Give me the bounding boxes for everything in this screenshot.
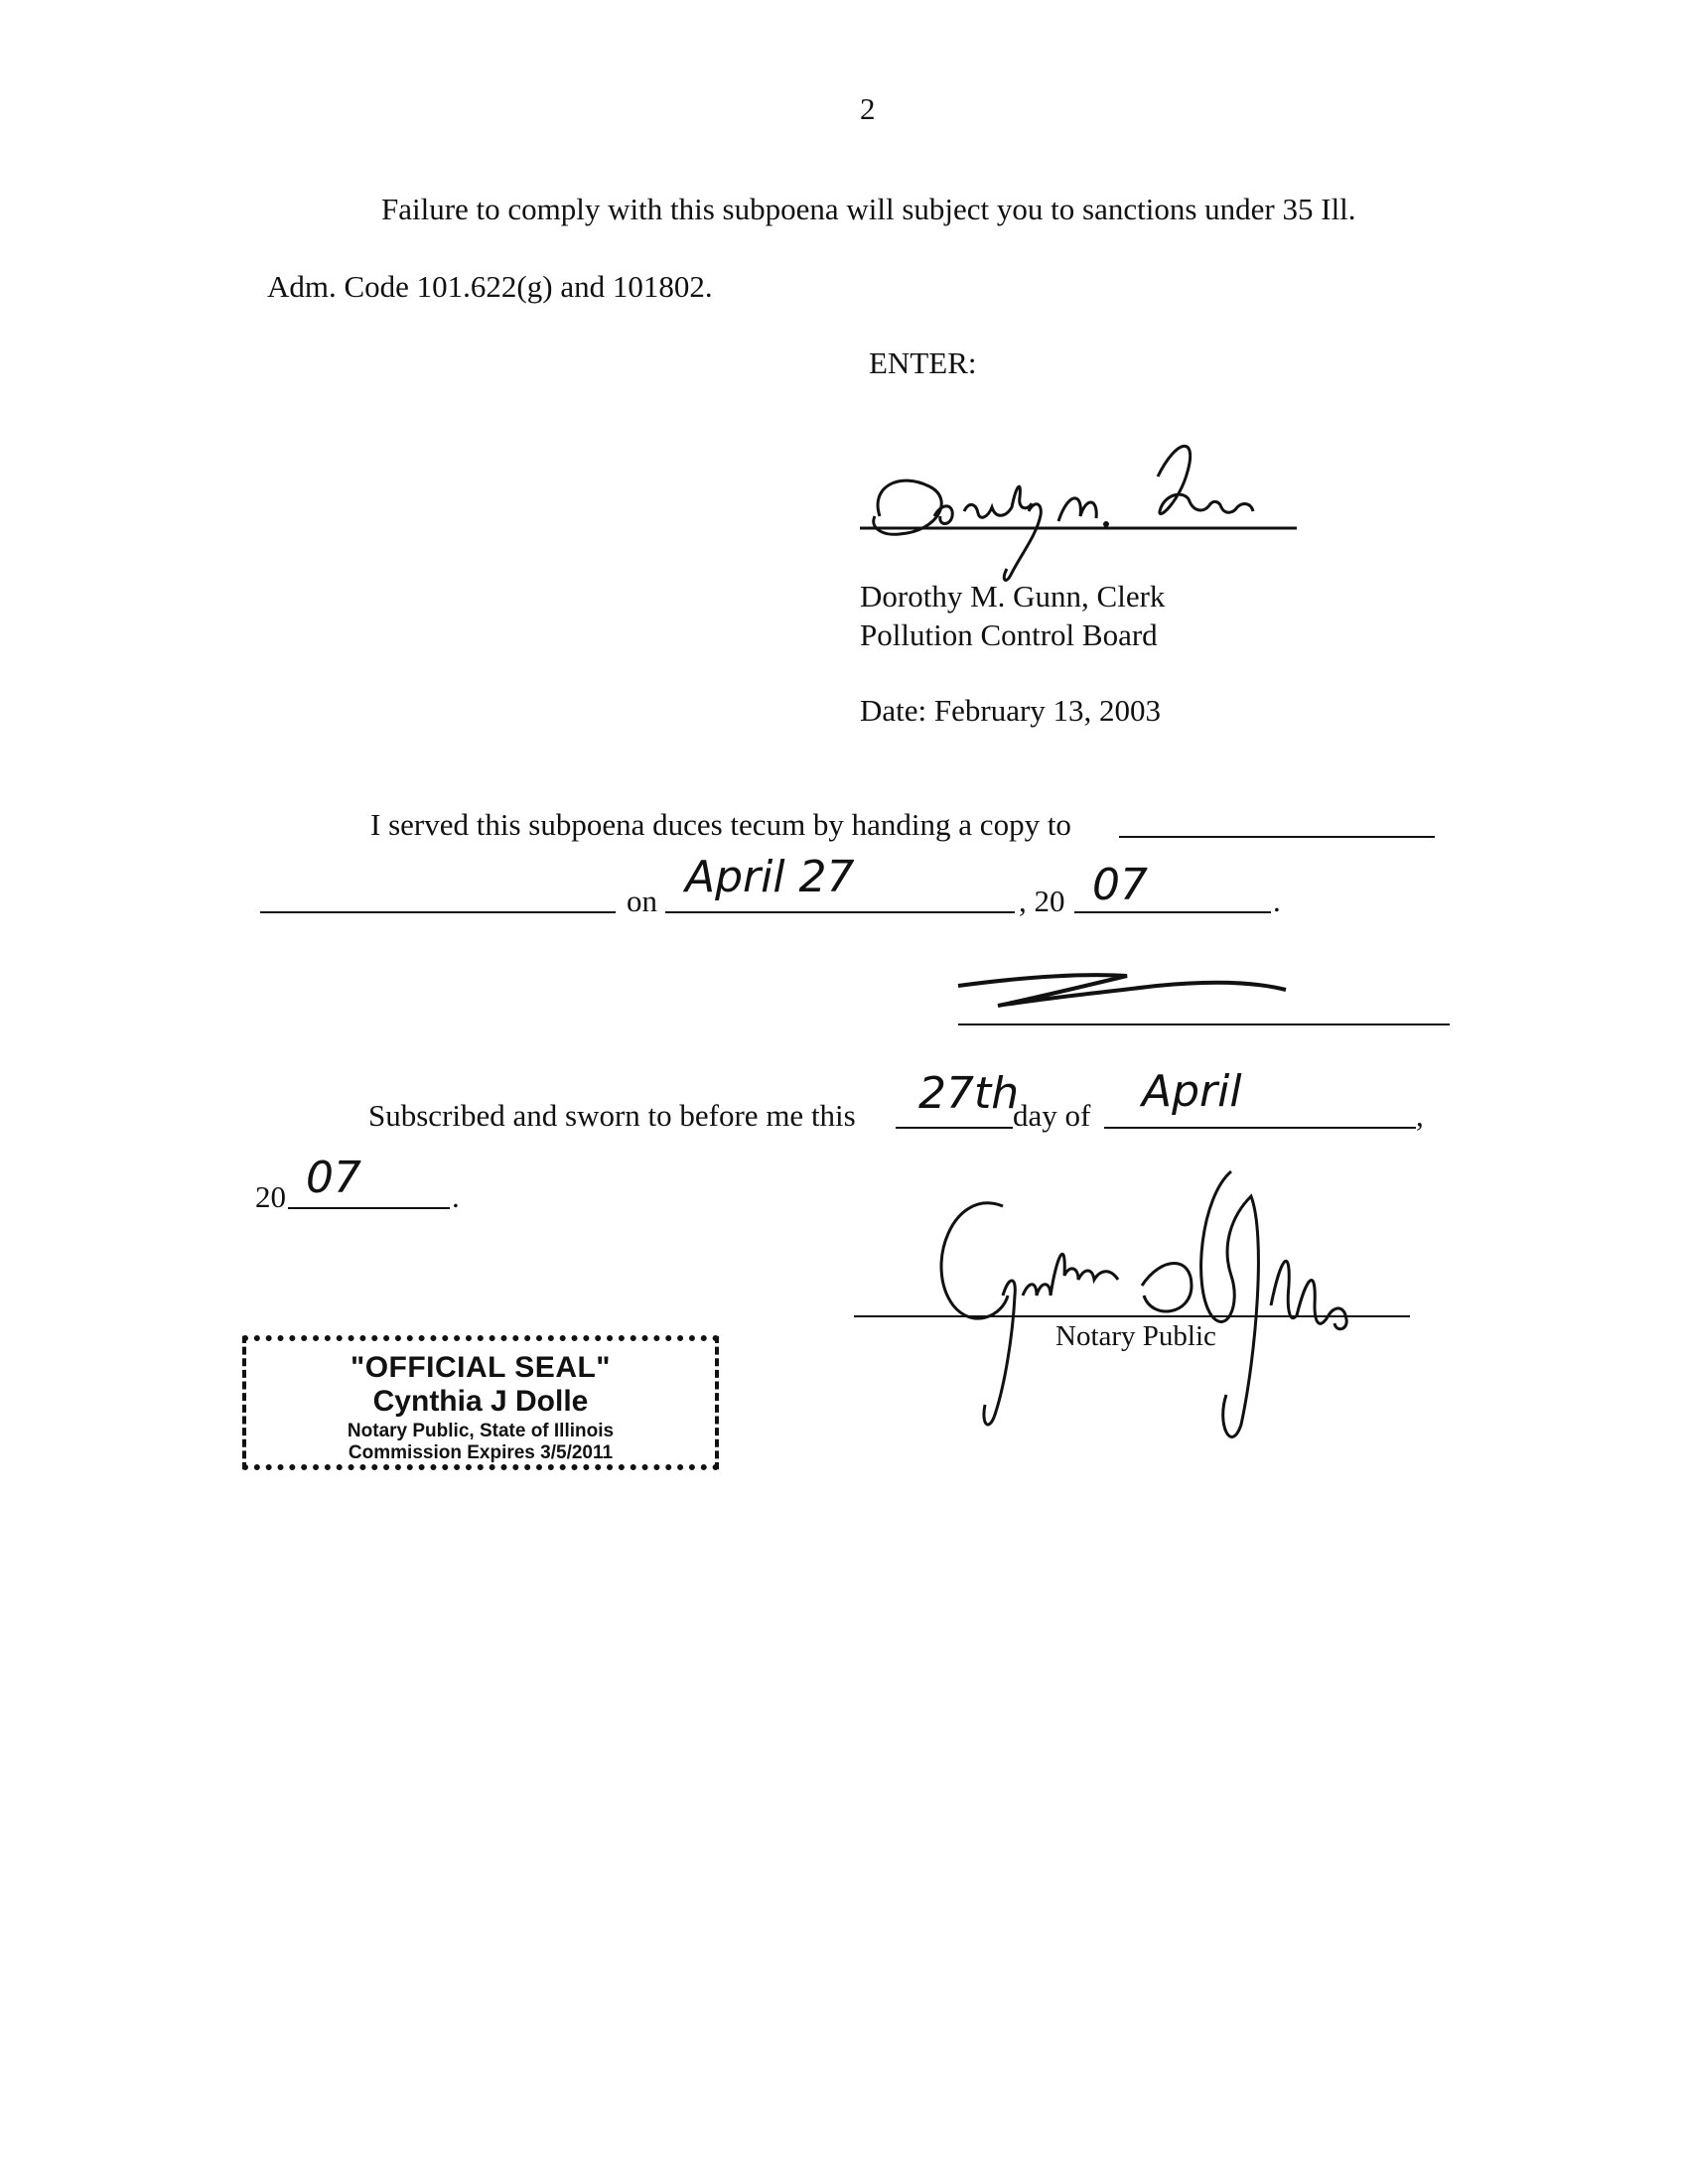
day-line bbox=[896, 1127, 1013, 1129]
enter-label: ENTER: bbox=[869, 345, 977, 380]
month-line bbox=[1104, 1127, 1416, 1129]
year-prefix: , 20 bbox=[1019, 884, 1065, 918]
server-signature-line bbox=[958, 1024, 1450, 1025]
notary-signature bbox=[913, 1157, 1370, 1444]
notary-signature-line bbox=[854, 1315, 1410, 1317]
clerk-organization: Pollution Control Board bbox=[860, 617, 1158, 652]
comma: , bbox=[1416, 1098, 1424, 1133]
seal-line-4: Commission Expires 3/5/2011 bbox=[348, 1442, 614, 1463]
notary-label: Notary Public bbox=[1055, 1320, 1216, 1352]
day-of-label: day of bbox=[1013, 1098, 1091, 1133]
on-label: on bbox=[627, 884, 657, 918]
served-name-blank-line bbox=[260, 911, 616, 913]
year2-handwritten: 07 bbox=[306, 1153, 361, 1203]
month-handwritten: April bbox=[1142, 1066, 1242, 1117]
period-1: . bbox=[1273, 884, 1281, 918]
served-text: I served this subpoena duces tecum by handing a copy to bbox=[370, 807, 1071, 842]
served-date-handwritten: April 27 bbox=[685, 852, 855, 902]
clerk-signature bbox=[860, 417, 1317, 576]
year2-line bbox=[288, 1207, 450, 1209]
served-year-handwritten: 07 bbox=[1092, 860, 1148, 910]
day-handwritten: 27th bbox=[918, 1068, 1020, 1119]
paragraph-line-2: Adm. Code 101.622(g) and 101802. bbox=[267, 269, 713, 304]
subscribed-text: Subscribed and sworn to before me this bbox=[368, 1098, 856, 1133]
served-date-line bbox=[665, 911, 1015, 913]
seal-line-1: "OFFICIAL SEAL" bbox=[350, 1351, 612, 1384]
year2-prefix: 20 bbox=[255, 1179, 286, 1214]
page-number: 2 bbox=[860, 91, 876, 126]
clerk-date: Date: February 13, 2003 bbox=[860, 693, 1162, 728]
official-seal-stamp bbox=[242, 1335, 719, 1470]
served-year-line bbox=[1074, 911, 1271, 913]
paragraph-line-1: Failure to comply with this subpoena will subject you to sanctions under 35 Ill. bbox=[381, 192, 1356, 226]
clerk-name: Dorothy M. Gunn, Clerk bbox=[860, 579, 1166, 614]
served-to-blank-line bbox=[1119, 836, 1435, 838]
server-signature bbox=[958, 968, 1296, 1027]
period-2: . bbox=[452, 1179, 460, 1214]
seal-line-2: Cynthia J Dolle bbox=[372, 1385, 589, 1418]
seal-line-3: Notary Public, State of Illinois bbox=[347, 1421, 615, 1441]
